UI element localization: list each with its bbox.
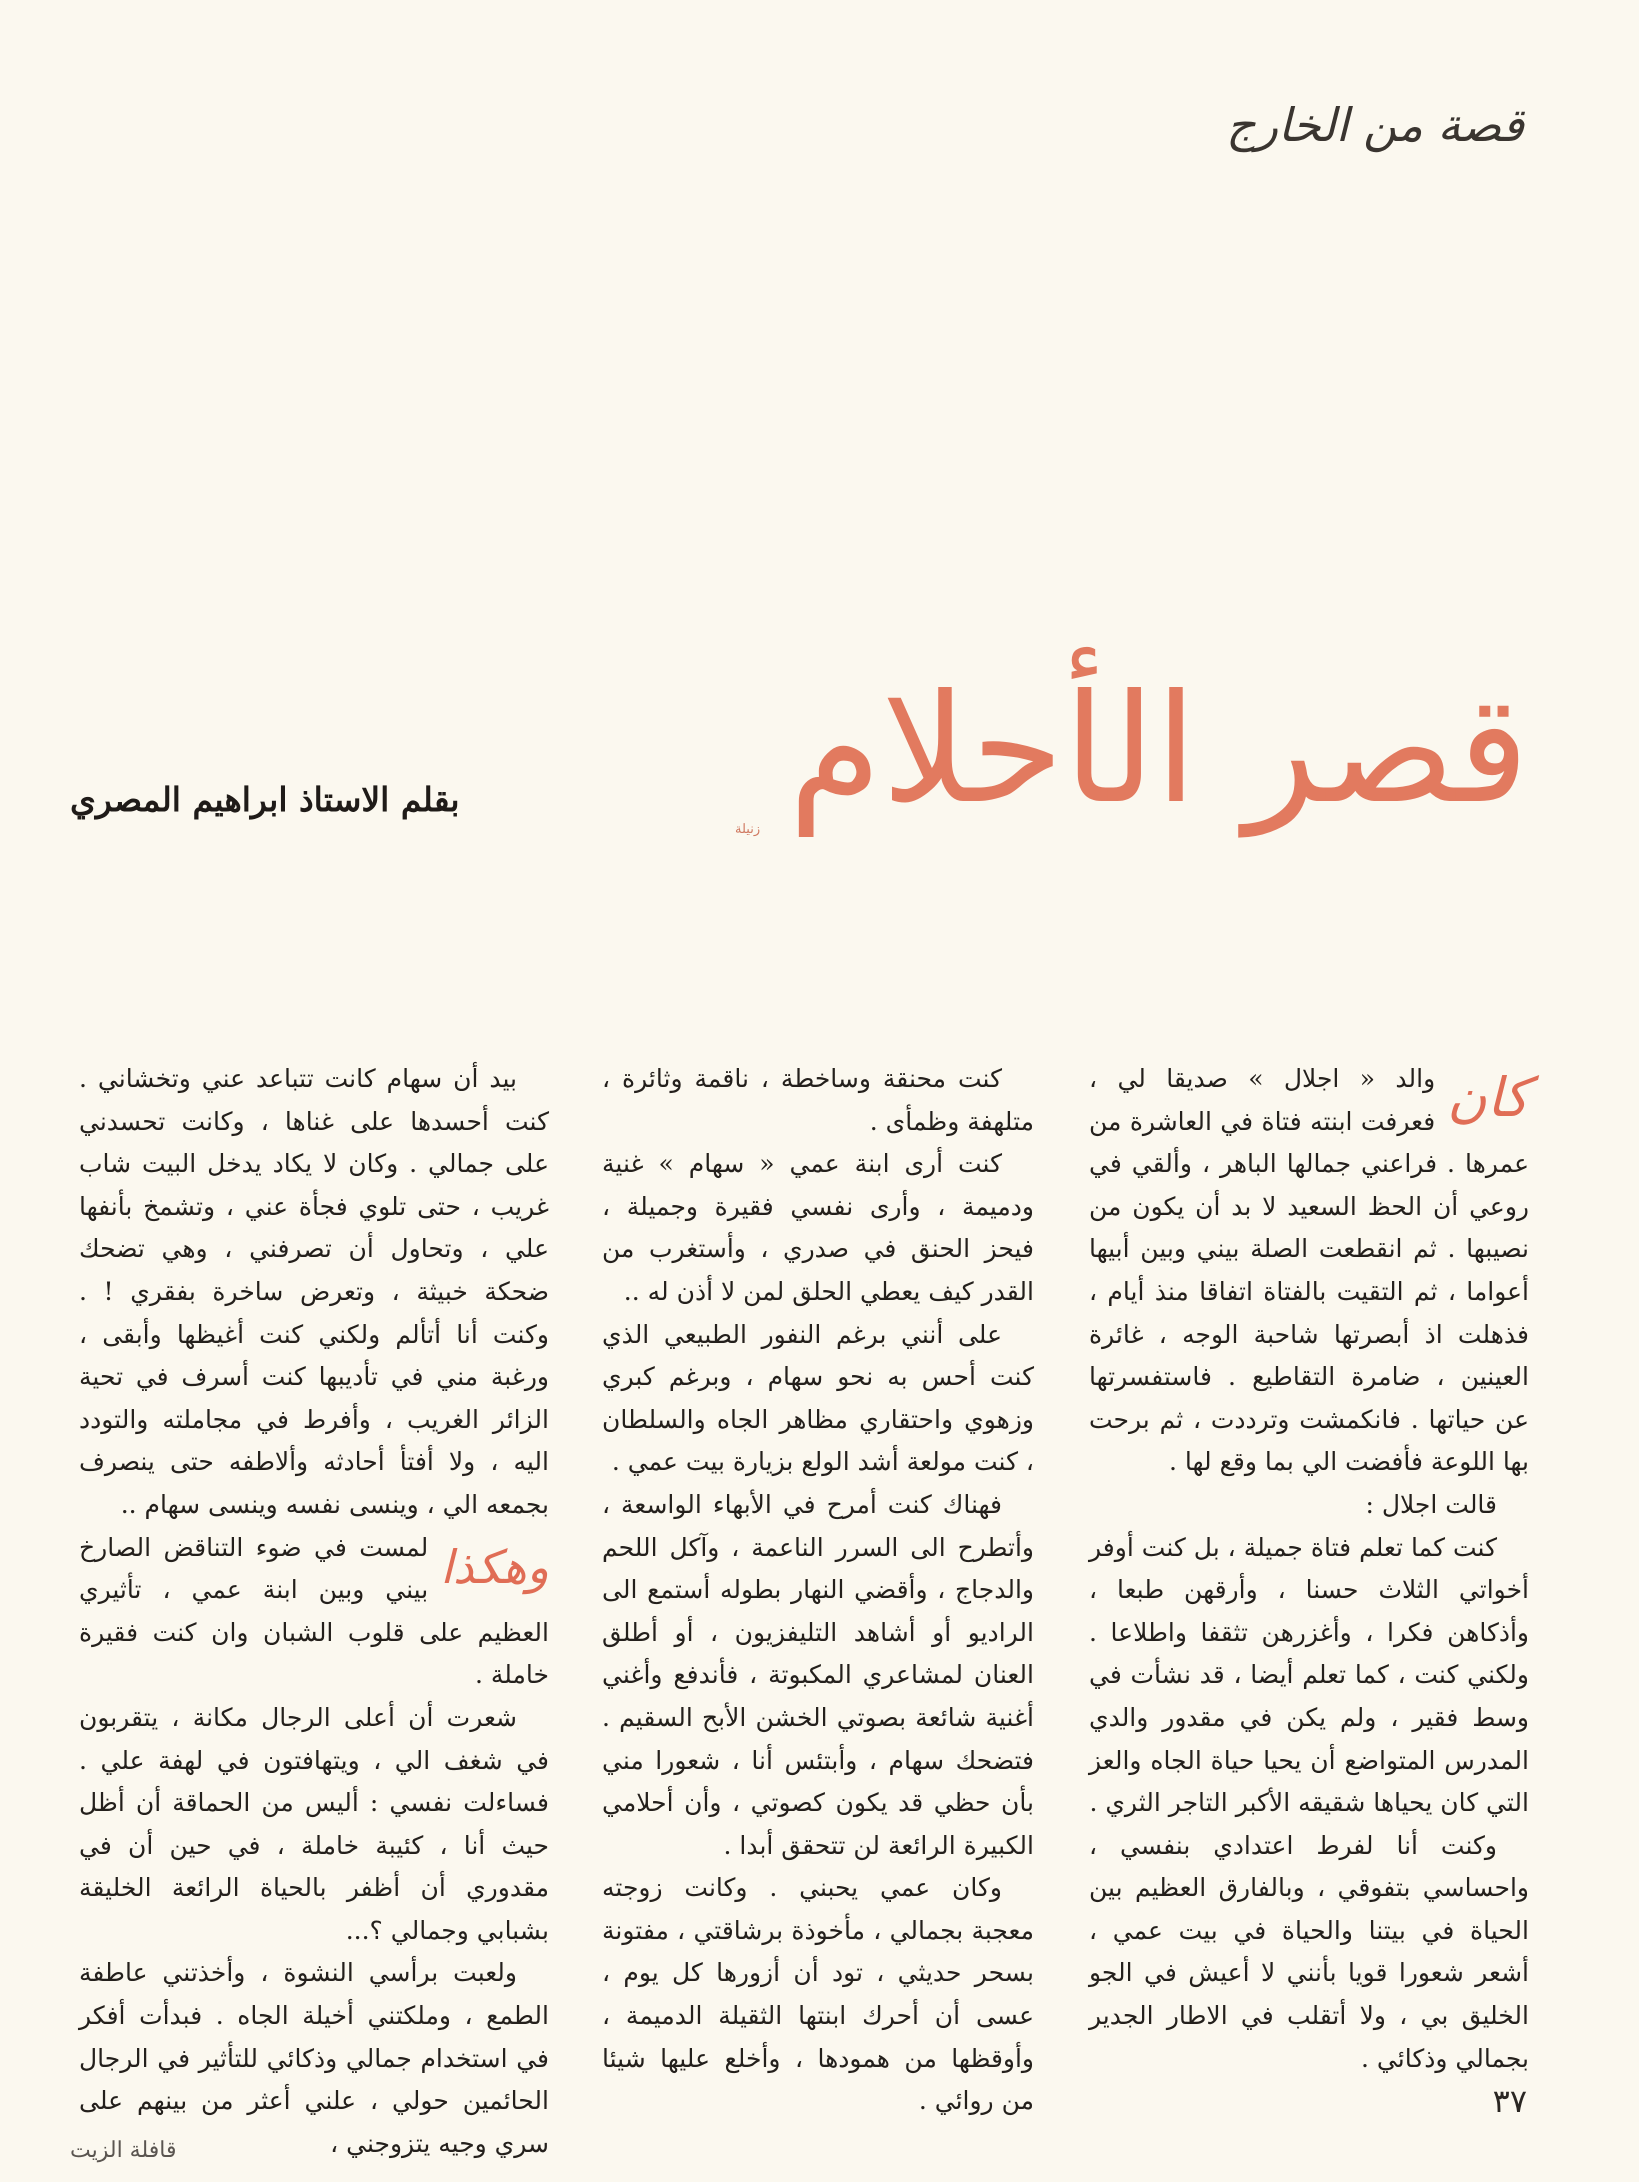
paragraph: كنت أرى ابنة عمي « سهام » غنية ودميمة ، وأرى نفسي فقيرة وجميلة ، فيحز الحنق في صدري ، وأستغرب من القدر كيف يعطي الحلق لمن لا أذن له .. xyxy=(602,1149,1034,1306)
paragraph: بيد أن سهام كانت تتباعد عني وتخشاني . كنت أحسدها على غناها ، وكانت تحسدني على جمالي . وكان لا يكاد يدخل البيت شاب غريب ، حتى تلوي فجأة عني ، وتشمخ بأنفها علي ، وتحاول أن تصرفني ، وهي تضحك ضحكة خبيثة ، وتعرض ساخرة بفقري ! . وكنت أنا أتألم ولكني كنت أغيظها وأبقى ، ورغبة مني في تأديبها كنت أسرف في تحية الزائر الغريب ، وأفرط في مجاملته والتودد اليه ، ولا أفتأ أحادثه وألاطفه حتى ينصرف بجمعه الي ، وينسى نفسه وينسى سهام .. xyxy=(79,1064,549,1519)
article-column-middle xyxy=(602,1058,1034,2123)
paragraph: والد « اجلال » صديقا لي ، فعرفت ابنته فتاة في العاشرة من عمرها . فراعني جمالها الباهر ، وألقي في روعي أن الحظ السعيد لا بد أن يكون من نصيبها . ثم انقطعت الصلة بيني وبين أبيها أعواما ، ثم التقيت بالفتاة اتفاقا منذ أيام ، فذهلت اذ أبصرتها شاحبة الوجه ، غائرة العينين ، ضامرة التقاطيع . فاستفسرتها عن حياتها . فانكمشت وترددت ، ثم برحت بها اللوعة فأفضت الي بما وقع لها . xyxy=(1089,1064,1529,1477)
paragraph: على أنني برغم النفور الطبيعي الذي كنت أحس به نحو سهام ، وبرغم كبري وزهوي واحتقاري مظاهر الجاه والسلطان ، كنت مولعة أشد الولع بزيارة بيت عمي . xyxy=(602,1319,1034,1477)
paragraph: وكنت أنا لفرط اعتدادي بنفسي ، واحساسي بتفوقي ، وبالفارق العظيم بين الحياة في بيتنا والحياة في بيت عمي ، أشعر شعورا قويا بأنني لا أعيش في الجو الخليق بي ، ولا أتقلب في الاطار الجدير بجمالي وذكائي . xyxy=(1089,1830,1529,2073)
paragraph: شعرت أن أعلى الرجال مكانة ، يتقربون في شغف الي ، ويتهافتون في لهفة علي . فساءلت نفسي : أليس من الحماقة أن أظل حيث أنا ، كئيبة خاملة ، في حين أن في مقدوري أن أظفر بالحياة الرائعة الخليقة بشبابي وجمالي ؟... xyxy=(79,1702,549,1945)
article-column-left xyxy=(79,1058,549,2165)
paragraph: فهناك كنت أمرح في الأبهاء الواسعة ، وأتطرح الى السرر الناعمة ، وآكل اللحم والدجاج ، وأقضي النهار بطوله أستمع الى الراديو أو أشاهد التليفزيون ، أو أطلق العنان لمشاعري المكبوتة ، فأندفع وأغني أغنية شائعة بصوتي الخشن الأبح السقيم . فتضحك سهام ، وأبتئس أنا ، شعورا مني بأن حظي قد يكون كصوتي ، وأن أحلامي الكبيرة الرائعة لن تتحقق أبدا . xyxy=(602,1489,1034,1860)
paragraph: كنت كما تعلم فتاة جميلة ، بل كنت أوفر أخواتي الثلاث حسنا ، وأرقهن طبعا ، وأذكاهن فكرا ، وأغزرهن تثقفا واطلاعا . ولكني كنت ، كما تعلم أيضا ، قد نشأت في وسط فقير ، ولم يكن في مقدور والدي المدرس المتواضع أن يحيا حياة الجاه والعز التي كان يحياها شقيقه الأكبر التاجر الثري . xyxy=(1089,1532,1529,1818)
article-column-right xyxy=(1089,1058,1529,2080)
paragraph: قالت اجلال : xyxy=(1365,1489,1497,1519)
paragraph: ولعبت برأسي النشوة ، وأخذتني عاطفة الطمع ، وملكتني أخيلة الجاه . فبدأت أفكر في استخدام جمالي وذكائي للتأثير في الرجال الحائمين حولي ، علني أعثر من بينهم على سري وجيه يتزوجني ، xyxy=(79,1958,549,2158)
paragraph: لمست في ضوء التناقض الصارخ بيني وبين ابنة عمي ، تأثيري العظيم على قلوب الشبان وان كنت فقيرة خاملة . xyxy=(79,1532,549,1690)
article-title: قصر الأحلام xyxy=(788,663,1529,837)
section-title: قصة من الخارج xyxy=(1226,98,1524,152)
paragraph: كنت محنقة وساخطة ، ناقمة وثائرة ، متلهفة وظمأى . xyxy=(602,1064,1034,1136)
author-byline: بقلم الاستاذ ابراهيم المصري xyxy=(70,780,460,819)
drop-cap-right: كان xyxy=(1447,1066,1529,1129)
title-signature: زنيلة xyxy=(735,822,761,837)
magazine-name: قافلة الزيت xyxy=(70,2138,177,2163)
drop-cap-left: وهكذا xyxy=(440,1539,549,1594)
page-number: ٣٧ xyxy=(1492,2082,1527,2120)
paragraph: وكان عمي يحبني . وكانت زوجته معجبة بجمالي ، مأخوذة برشاقتي ، مفتونة بسحر حديثي ، تود أن أزورها كل يوم ، عسى أن أحرك ابنتها الثقيلة الدميمة ، وأوقظها من همودها ، وأخلع عليها شيئا من روائي . xyxy=(602,1873,1034,2116)
